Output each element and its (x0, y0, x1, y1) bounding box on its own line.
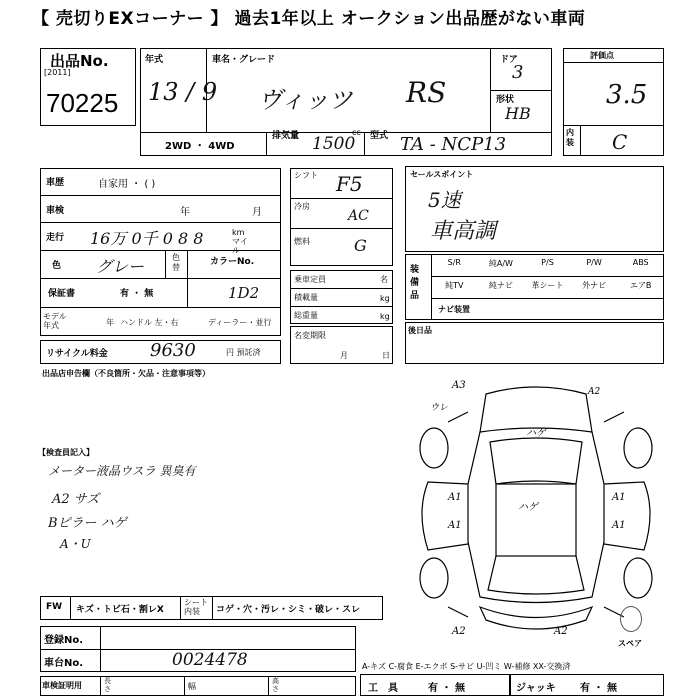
spare-label: スペア (618, 639, 642, 648)
inspection-label: 車検 (46, 206, 65, 216)
shape-label: 形状 (496, 95, 515, 105)
fuel-value: G (354, 236, 367, 255)
remarks-label: 出品店申告欄（不良箇所・欠品・注意事項等） (42, 369, 210, 378)
history-label: 車歴 (46, 178, 65, 188)
inspector-line3: Bピラー ハゲ (48, 516, 127, 531)
deadline-unit: 月 (340, 351, 348, 360)
fw-label: FW (46, 602, 63, 612)
colorno-value: 1D2 (228, 284, 260, 302)
inspection-month: 月 (252, 207, 262, 218)
model-year-label: モデル年式 (43, 312, 67, 330)
mileage-label: 走行 (46, 233, 65, 243)
recycle-unit: 円 預託済 (226, 348, 261, 357)
equip-item-row2-2: 革シート (531, 281, 564, 290)
jack-value: 有 ・ 無 (580, 683, 617, 694)
color-change-label: 色替 (172, 253, 180, 272)
interior-label: 内装 (566, 128, 574, 147)
seat-label: シート内装 (184, 598, 208, 616)
drive-label: 2WD ・ 4WD (165, 141, 235, 152)
cert-length: 長さ (104, 677, 111, 693)
diagram-mark-a2-top: A2 (588, 387, 601, 397)
deadline-unit2: 日 (382, 351, 390, 360)
load-unit: kg (380, 294, 390, 303)
diagram-mark-hage1: ハゲ (526, 428, 546, 439)
diagram-mark-a1-2: A1 (612, 492, 626, 503)
mileage-value: 16万 0千 0 8 8 (90, 229, 204, 248)
load-label: 積載量 (294, 293, 318, 302)
car-damage-diagram (408, 372, 664, 642)
year-label: 年式 (145, 55, 164, 65)
model-label: 車名・グレード (212, 55, 276, 65)
jack-label: ジャッキ (516, 683, 556, 694)
mileage-unit: km マイル (232, 228, 248, 255)
history-value: 自家用 ・ ( ) (98, 179, 156, 190)
capacity-unit: 名 (380, 275, 388, 284)
ac-value: AC (348, 208, 369, 224)
after-label: 後日品 (408, 326, 432, 335)
diagram-mark-a1-3: A1 (448, 520, 462, 531)
chassis-value: 0024478 (172, 650, 248, 670)
equip-item-row1-1: 純A/W (488, 259, 513, 268)
after-item-box (405, 322, 664, 364)
cert-height: 高さ (272, 677, 279, 693)
model-year-unit: 年 (106, 318, 114, 327)
type-label: 型式 (370, 131, 389, 141)
diagram-mark-a2-br: A2 (554, 626, 568, 637)
inspection-year: 年 (180, 207, 190, 218)
recycle-value: 9630 (150, 340, 196, 361)
equip-row1 (431, 258, 664, 269)
diagram-mark-ure: ウレ (430, 403, 449, 413)
equip-item-row1-0: S/R (447, 258, 461, 267)
colorno-label: カラーNo. (210, 257, 255, 267)
capacity-label: 乗車定員 (294, 275, 326, 284)
color-label: 色 (52, 261, 62, 271)
displacement-label: 排気量 (272, 131, 300, 141)
lot-label: 出品No. (50, 52, 109, 70)
color-value: グレー (96, 257, 145, 276)
fuel-label: 燃料 (294, 237, 310, 246)
seat-items: コゲ・穴・汚レ・シミ・破レ・スレ (216, 605, 361, 615)
equip-item-row2-3: 外ナビ (582, 281, 607, 290)
lot-number: 70225 (46, 88, 119, 118)
tool-label: 工 具 (368, 683, 398, 694)
door-value: 3 (512, 62, 524, 83)
diagram-mark-a1-4: A1 (612, 520, 626, 531)
gross-unit: kg (380, 312, 390, 321)
inspector-line4: A・U (60, 537, 91, 551)
equip-item-row2-4: エアB (629, 281, 652, 290)
navi-label: ナビ装置 (438, 305, 470, 314)
lot-year-tag: [2011] (44, 68, 71, 77)
sales-line1: 5速 (428, 188, 461, 212)
equip-item-row2-1: 純ナビ (488, 281, 513, 290)
diagram-mark-a2-bl: A2 (452, 626, 466, 637)
grade-value: RS (406, 76, 447, 109)
equip-item-row2-0: 純TV (445, 281, 464, 290)
page-header: 【 売切りEXコーナー 】 過去1年以上 オークション出品歴がない車両 (32, 9, 586, 29)
diagram-mark-a3: A3 (452, 380, 466, 391)
score-value: 3.5 (606, 80, 648, 110)
inspector-line1: メーター液晶ウスラ 異臭有 (48, 464, 196, 478)
equip-row2 (431, 280, 664, 291)
reg-label: 登録No. (44, 635, 84, 646)
diagram-mark-hage2: ハゲ (518, 502, 538, 513)
gross-label: 総重量 (294, 311, 318, 320)
equip-item-row1-3: P/W (586, 258, 602, 267)
equip-item-row1-4: ABS (632, 258, 649, 267)
cert-box (40, 676, 356, 696)
diagram-mark-a1-1: A1 (448, 492, 462, 503)
displacement-value: 1500 (312, 134, 356, 154)
cert-width: 幅 (188, 682, 196, 691)
equip-label: 装備品 (410, 265, 420, 301)
year-value: 13 / 9 (148, 78, 218, 106)
damage-legend: A-キズ C-腐食 E-エクボ S-サビ U-凹ミ W-補修 XX-交換済 (362, 662, 571, 671)
shift-label: シフト (294, 171, 318, 180)
sales-label: セールスポイント (410, 170, 474, 179)
shift-value: F5 (336, 172, 363, 196)
inspector-label: 【検査員記入】 (38, 448, 94, 457)
type-value: TA - NCP13 (400, 134, 507, 155)
interior-value: C (612, 130, 628, 154)
deadline-label: 名変期限 (294, 331, 326, 340)
spare-tire-icon (620, 606, 642, 632)
fw-items: キズ・トビ石・割レX (76, 605, 164, 615)
warranty-value: 有 ・ 無 (120, 289, 154, 299)
sales-line2: 車高調 (430, 219, 497, 244)
score-label: 評価点 (590, 51, 614, 60)
shape-value: HB (505, 104, 531, 123)
tool-value: 有 ・ 無 (428, 683, 465, 694)
model-value: ヴィッツ (258, 86, 353, 114)
recycle-label: リサイクル料金 (46, 349, 108, 359)
inspector-line2: A2 サズ (52, 492, 100, 507)
displacement-unit: cc (352, 128, 361, 137)
handle-label: ハンドル 左・右 (120, 318, 179, 327)
door-label: ドア (500, 55, 518, 65)
cert-label: 車検証明用 (42, 681, 82, 690)
dealer-label: ディーラー・並行 (208, 318, 272, 327)
ac-label: 冷房 (294, 202, 310, 211)
warranty-label: 保証書 (48, 289, 76, 299)
equip-item-row1-2: P/S (541, 258, 554, 267)
chassis-label: 車台No. (44, 658, 84, 669)
